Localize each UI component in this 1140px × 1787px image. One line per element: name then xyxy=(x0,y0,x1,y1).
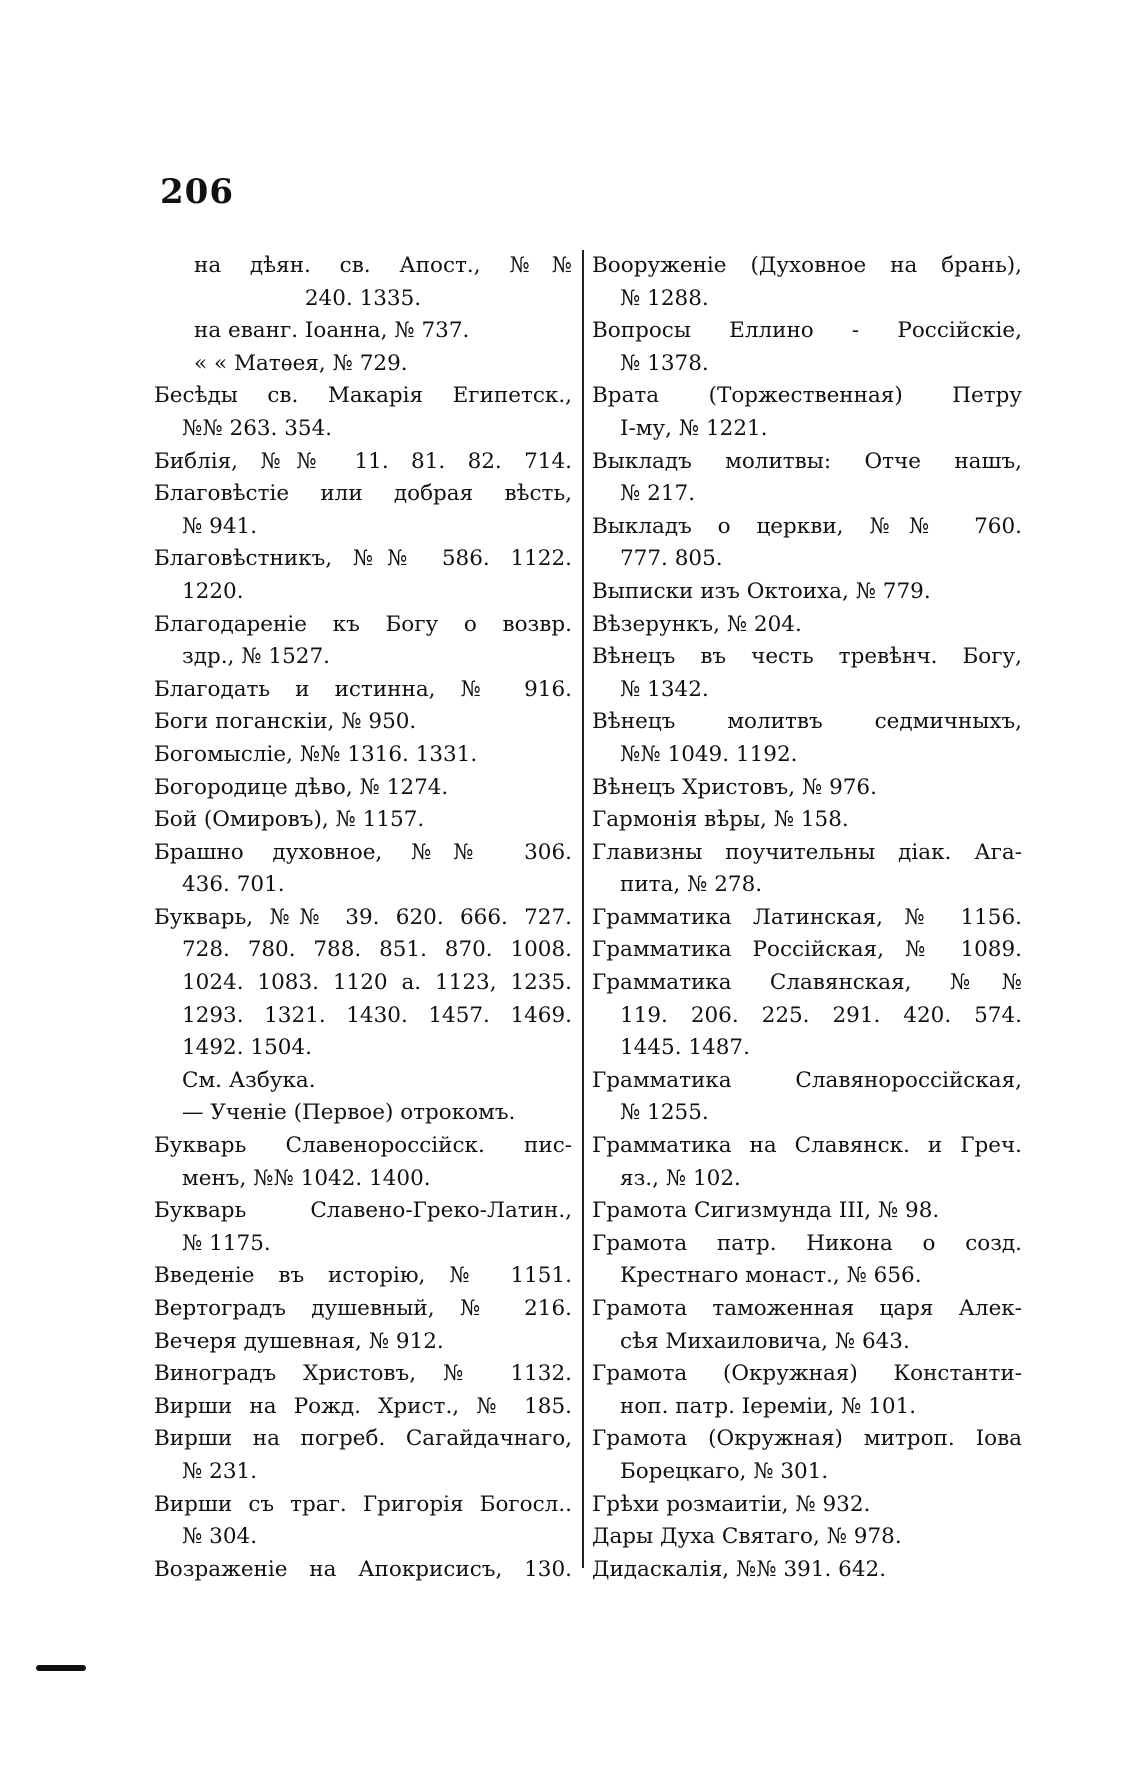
entry-line: 436. 701. xyxy=(182,872,285,898)
entry-line: № 304. xyxy=(182,1524,258,1550)
entry-line: Выкладъ молитвы: Отче нашъ, xyxy=(592,448,1022,474)
entry-line: — Ученіе (Первое) отрокомъ. xyxy=(182,1100,516,1126)
entry-line: Вѣнецъ Христовъ, № 976. xyxy=(592,774,877,800)
entry-line: Грамматика Латинская, № 1156. xyxy=(592,904,1022,930)
margin-mark xyxy=(36,1665,86,1671)
entry-line: Крестнаго монаст., № 656. xyxy=(620,1263,922,1289)
entry-line: Возраженіе на Апокрисисъ, 130. xyxy=(154,1556,572,1582)
entry-line: 1293. 1321. 1430. 1457. 1469. xyxy=(182,1002,572,1028)
entry-line: Брашно духовное, №№ 306. xyxy=(154,839,572,865)
entry-line: 1492. 1504. xyxy=(182,1035,312,1061)
entry-line: См. Азбука. xyxy=(182,1067,316,1093)
entry-line: 240. 1335. xyxy=(304,285,422,311)
entry-line: Благовѣстникъ, №№ 586. 1122. xyxy=(154,546,572,572)
entry-line: Благодать и истинна, № 916. xyxy=(154,676,572,702)
entry-line: 1024. 1083. 1120 а. 1123, 1235. xyxy=(182,970,572,996)
entry-line: Грамота (Окружная) митроп. Іова xyxy=(592,1426,1022,1452)
entry-line: Богородице дѣво, № 1274. xyxy=(154,774,449,800)
entry-line: Грамота таможенная царя Алек- xyxy=(592,1296,1022,1321)
entry-line: Богомысліе, №№ 1316. 1331. xyxy=(154,741,478,767)
entry-line: здр., № 1527. xyxy=(182,644,330,670)
right-column xyxy=(592,250,1022,1586)
entry-line: ноп. патр. Іереміи, № 101. xyxy=(620,1393,917,1419)
entry-line: Благодареніе къ Богу о возвр. xyxy=(154,611,572,637)
entry-line: № 1255. xyxy=(620,1100,709,1126)
entry-line: Бесѣды св. Макарія Египетск., xyxy=(154,383,572,409)
entry-line: Борецкаго, № 301. xyxy=(620,1458,829,1484)
entry-line: Вѣзерункъ, № 204. xyxy=(592,611,802,637)
entry-line: Вирши на Рожд. Христ., № 185. xyxy=(154,1393,572,1419)
entry-line: Виноградъ Христовъ, № 1132. xyxy=(154,1361,572,1387)
entry-line: Гармонія вѣры, № 158. xyxy=(592,807,849,833)
entry-line: Дидаскалія, №№ 391. 642. xyxy=(592,1556,887,1582)
entry-line: Главизны поучительны діак. Ага- xyxy=(592,839,1022,865)
left-column xyxy=(154,250,572,1586)
entry-line: Вечеря душевная, № 912. xyxy=(154,1328,444,1354)
entry-line: Грамота Сигизмунда III, № 98. xyxy=(592,1198,940,1224)
entry-line: Грамматика на Славянск. и Греч. xyxy=(592,1133,1022,1159)
entry-line: Грамматика Славянороссійская, xyxy=(592,1067,1022,1093)
entry-line: Вѣнецъ молитвъ седмичныхъ, xyxy=(592,709,1022,735)
entry-line: № 1288. xyxy=(620,285,709,311)
entry-line: № 231. xyxy=(182,1458,258,1484)
entry-line: 1445. 1487. xyxy=(620,1035,750,1061)
entry-line: на дѣян. св. Апост., №№ xyxy=(194,253,572,278)
entry-line: №№ 1049. 1192. xyxy=(620,741,798,767)
entry-line: 119. 206. 225. 291. 420. 574. xyxy=(620,1002,1022,1028)
entry-line: Вирши съ траг. Григорія Богосл.. xyxy=(154,1491,572,1517)
entry-line: Врата (Торжественная) Петру xyxy=(592,383,1022,409)
entry-line: Библія, №№ 11. 81. 82. 714. xyxy=(154,448,572,474)
entry-line: 1220. xyxy=(182,578,244,604)
entry-line: 728. 780. 788. 851. 870. 1008. xyxy=(182,937,572,963)
entry-line: № 941. xyxy=(182,513,258,539)
entry-line: « « Матѳея, № 729. xyxy=(194,350,408,376)
entry-line: Вирши на погреб. Сагайдачнаго, xyxy=(154,1426,572,1452)
entry-line: Вооруженіе (Духовное на брань), xyxy=(592,253,1022,278)
entry-line: № 1378. xyxy=(620,350,709,376)
entry-line: 777. 805. xyxy=(620,546,723,572)
column-divider xyxy=(582,250,584,1568)
entry-line: пита, № 278. xyxy=(620,872,763,898)
entry-line: Букварь Славенороссійск. пис- xyxy=(154,1133,572,1159)
entry-line: Букварь, №№ 39. 620. 666. 727. xyxy=(154,904,572,930)
entry-line: Дары Духа Святаго, № 978. xyxy=(592,1524,902,1550)
entry-line: Благовѣстіе или добрая вѣсть, xyxy=(154,481,572,507)
entry-line: на еванг. Іоанна, № 737. xyxy=(194,318,470,344)
entry-line: № 1175. xyxy=(182,1230,271,1256)
entry-line: менъ, №№ 1042. 1400. xyxy=(182,1165,431,1191)
page-number: 206 xyxy=(160,172,234,212)
entry-line: Грамота патр. Никона о созд. xyxy=(592,1230,1022,1256)
entry-line: Бой (Омировъ), № 1157. xyxy=(154,807,425,833)
entry-line: Боги поганскіи, № 950. xyxy=(154,709,417,735)
entry-line: Грамматика Славянская, №№ xyxy=(592,970,1022,996)
entry-line: № 1342. xyxy=(620,676,709,702)
entry-line: Вертоградъ душевный, № 216. xyxy=(154,1296,572,1321)
entry-line: Грамота (Окружная) Константи- xyxy=(592,1361,1022,1387)
entry-line: Вѣнецъ въ честь тревѣнч. Богу, xyxy=(592,644,1022,670)
entry-line: № 217. xyxy=(620,481,696,507)
entry-line: яз., № 102. xyxy=(620,1165,741,1191)
entry-line: Вопросы Еллино - Россійскіе, xyxy=(592,318,1022,344)
entry-line: Букварь Славено-Греко-Латин., xyxy=(154,1198,572,1224)
entry-line: Выкладъ о церкви, №№ 760. xyxy=(592,513,1022,539)
entry-line: №№ 263. 354. xyxy=(182,415,333,441)
entry-line: сѣя Михаиловича, № 643. xyxy=(620,1328,910,1354)
entry-line: Грѣхи розмаитіи, № 932. xyxy=(592,1491,871,1517)
entry-line: Введеніе въ исторію, № 1151. xyxy=(154,1263,572,1289)
entry-line: І-му, № 1221. xyxy=(620,415,768,441)
entry-line: Выписки изъ Октоиха, № 779. xyxy=(592,578,931,604)
entry-line: Грамматика Россійская, № 1089. xyxy=(592,937,1022,963)
